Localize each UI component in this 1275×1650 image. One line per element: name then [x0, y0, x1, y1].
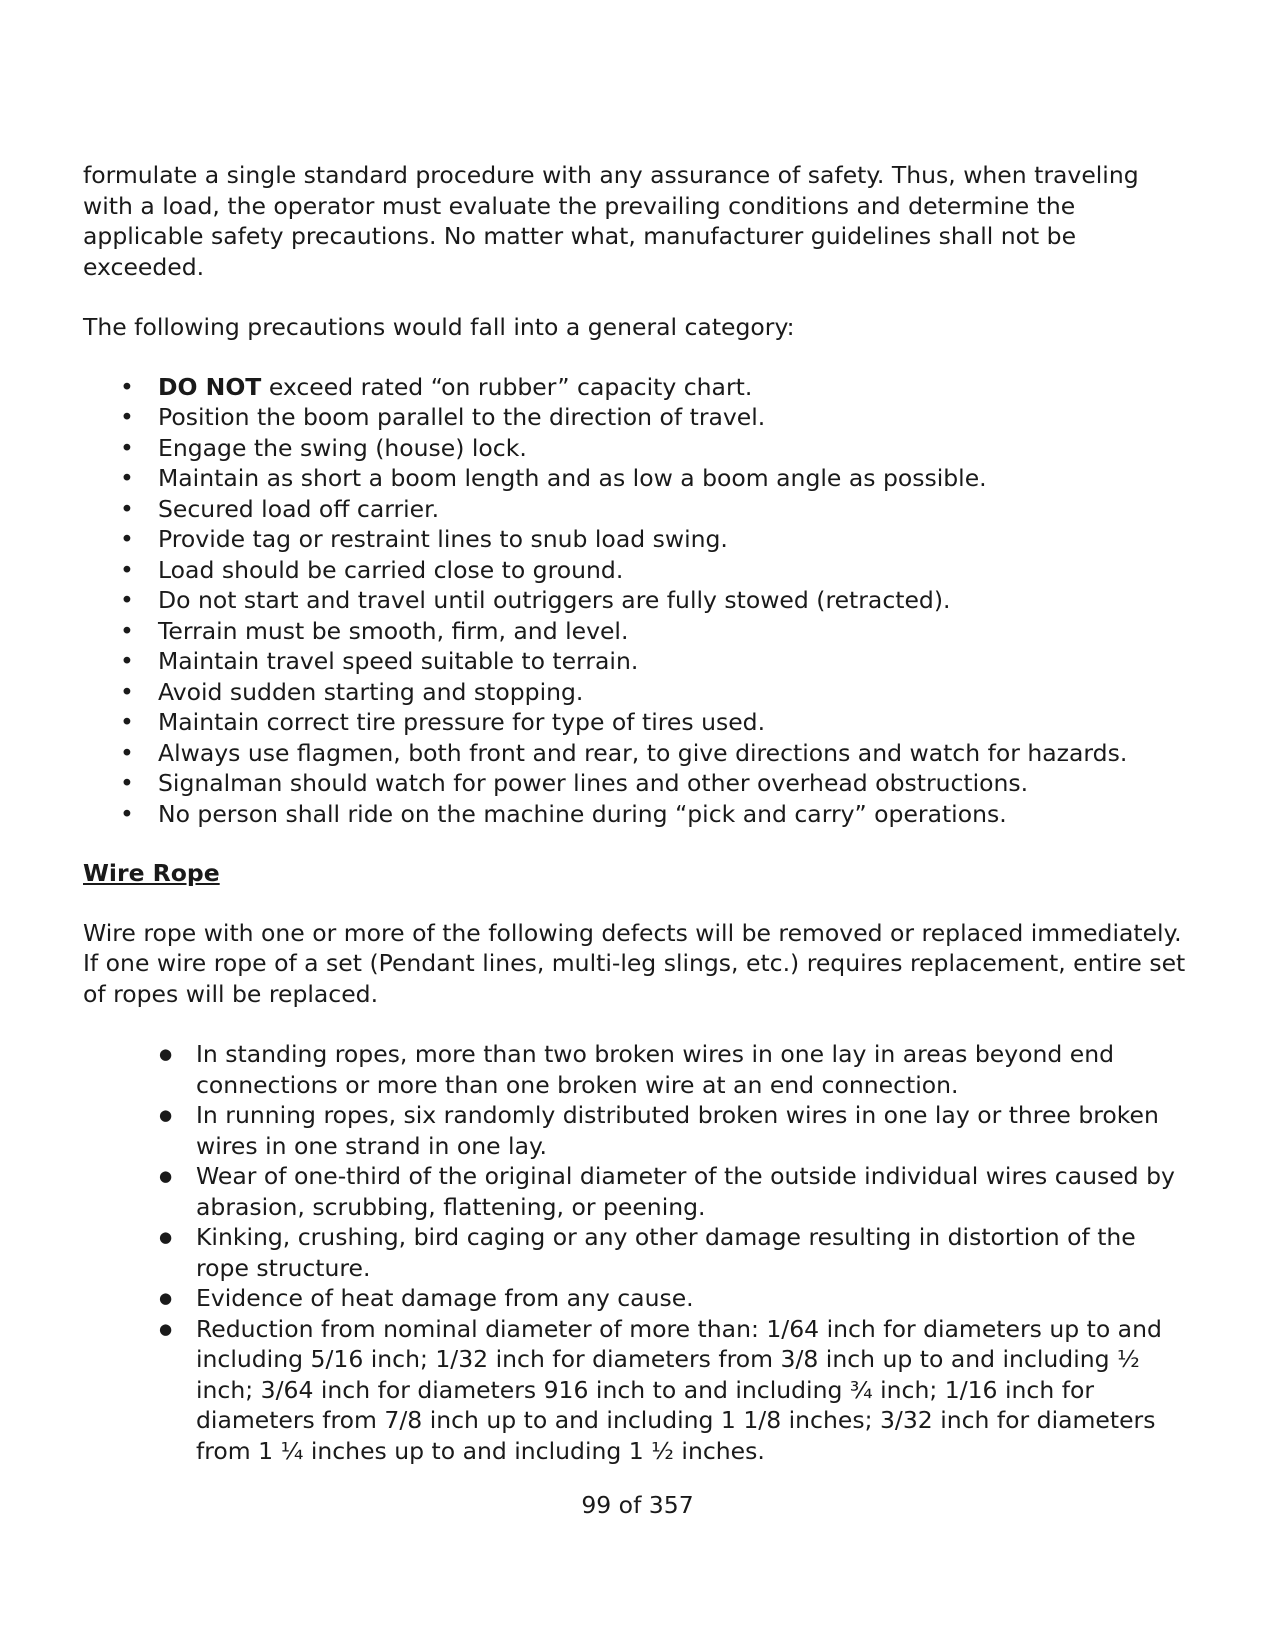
- wire-rope-defects-list: [83, 1039, 1193, 1466]
- precaution-item: • Secured load off carrier.: [83, 494, 1193, 525]
- wire-rope-paragraph: Wire rope with one or more of the following defects will be removed or replaced immediately. If one wire rope of a set (Pendant lines, multi-leg slings, etc.) requires replacement, entire set of ropes will be replaced.: [83, 918, 1186, 1008]
- defect-item: ● Wear of one-third of the original diameter of the outside individual wires caused by abrasion, scrubbing, flattening, or peening.: [83, 1161, 1193, 1222]
- precaution-item: • Avoid sudden starting and stopping.: [83, 677, 1193, 708]
- wire-rope-heading: Wire Rope: [83, 859, 220, 887]
- precaution-item: • Terrain must be smooth, firm, and level.: [83, 616, 1193, 647]
- defect-item: ● Evidence of heat damage from any cause.: [83, 1283, 1193, 1314]
- precautions-list: [83, 372, 1193, 830]
- defect-item: ● Reduction from nominal diameter of more than: 1/64 inch for diameters up to and including 5/16 inch; 1/32 inch for diameters from 3/8 inch up to and including ½ inch; 3/64 inch for diameters 916 inch to and including ¾ inch; 1/16 inch for diameters from 7/8 inch up to and including 1 1/8 inches; 3/32 inch for diameters from 1 ¼ inches up to and including 1 ½ inches.: [83, 1314, 1193, 1467]
- precaution-item: • Position the boom parallel to the direction of travel.: [83, 402, 1193, 433]
- document-body: [83, 160, 1193, 1466]
- defect-item: ● In running ropes, six randomly distributed broken wires in one lay or three broken wires in one strand in one lay.: [83, 1100, 1193, 1161]
- precaution-item: • Maintain as short a boom length and as low a boom angle as possible.: [83, 463, 1193, 494]
- precaution-item: • Maintain travel speed suitable to terrain.: [83, 646, 1193, 677]
- precaution-text: exceed rated “on rubber” capacity chart.: [261, 372, 753, 401]
- precautions-lead: The following precautions would fall into a general category:: [83, 313, 795, 341]
- defect-item: ● In standing ropes, more than two broken wires in one lay in areas beyond end connections or more than one broken wire at an end connection.: [83, 1039, 1193, 1100]
- defect-item: ● Kinking, crushing, bird caging or any other damage resulting in distortion of the rope structure.: [83, 1222, 1193, 1283]
- do-not-emphasis: DO NOT: [158, 372, 262, 401]
- precaution-item: • Maintain correct tire pressure for type of tires used.: [83, 707, 1193, 738]
- precaution-item: • No person shall ride on the machine during “pick and carry” operations.: [83, 799, 1193, 830]
- precaution-item: • Load should be carried close to ground.: [83, 555, 1193, 586]
- page-number: 99 of 357: [581, 1491, 694, 1519]
- precaution-item: • Do not start and travel until outriggers are fully stowed (retracted).: [83, 585, 1193, 616]
- intro-paragraph: formulate a single standard procedure with any assurance of safety. Thus, when traveling with a load, the operator must evaluate the prevailing conditions and determine the applicable safety precautions. No matter what, manufacturer guidelines shall not be exceeded.: [83, 161, 1139, 281]
- precaution-item: • Provide tag or restraint lines to snub load swing.: [83, 524, 1193, 555]
- precaution-item: [83, 372, 1193, 403]
- precaution-item: • Always use flagmen, both front and rear, to give directions and watch for hazards.: [83, 738, 1193, 769]
- precaution-item: • Signalman should watch for power lines and other overhead obstructions.: [83, 768, 1193, 799]
- precaution-item: • Engage the swing (house) lock.: [83, 433, 1193, 464]
